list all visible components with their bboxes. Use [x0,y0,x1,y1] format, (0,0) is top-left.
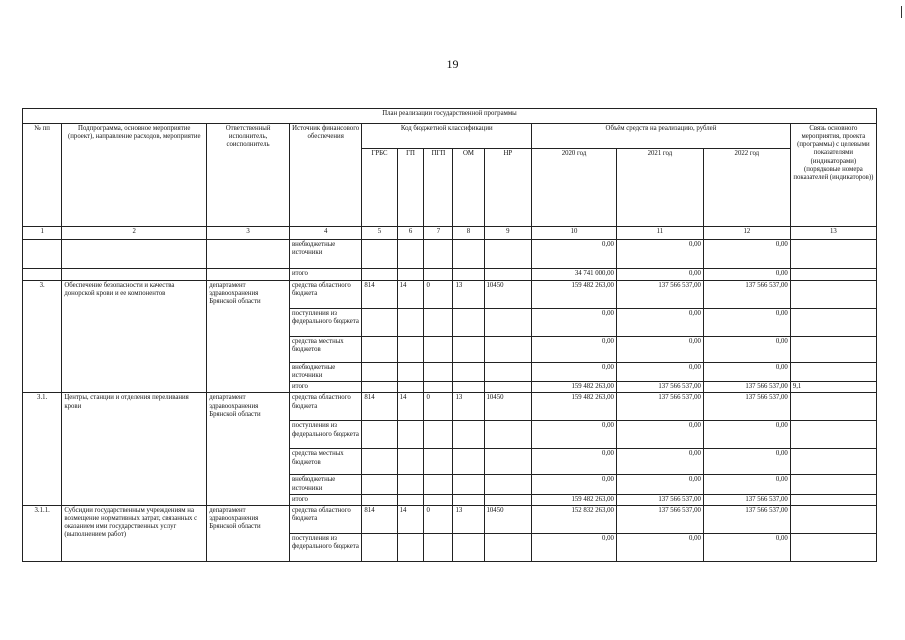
gp-cell [397,309,424,337]
value-2021: 137 566 537,00 [616,393,703,421]
value-2022: 0,00 [703,533,790,561]
value-2022: 0,00 [703,337,790,363]
nr-cell [484,475,532,494]
grbs-cell [362,494,397,505]
column-number: 11 [616,227,703,240]
pgp-cell [424,475,453,494]
source-cell: внебюджетные источники [289,240,361,269]
column-number: 9 [484,227,532,240]
indicator-link-cell [790,393,876,421]
value-2020: 0,00 [532,533,617,561]
page-number: 19 [446,57,459,71]
value-2020: 159 482 263,00 [532,281,617,309]
header-2020: 2020 год [532,149,617,227]
indicator-link-cell [790,449,876,475]
source-cell: итого [289,382,361,393]
om-cell [453,494,484,505]
source-cell: поступления из федерального бюджета [289,421,361,449]
value-2022: 0,00 [703,449,790,475]
table-row [23,505,877,533]
item-number: 3.1. [23,393,62,505]
header-budget-code: Код бюджетной классификации [362,124,532,149]
value-2020: 0,00 [532,240,617,269]
value-2020: 159 482 263,00 [532,494,617,505]
pgp-cell [424,309,453,337]
column-number: 2 [62,227,207,240]
indicator-link-cell [790,533,876,561]
header-2022: 2022 год [703,149,790,227]
value-2021: 137 566 537,00 [616,494,703,505]
nr-cell [484,337,532,363]
column-number: 4 [289,227,361,240]
column-number: 5 [362,227,397,240]
nr-cell [484,449,532,475]
value-2020: 0,00 [532,421,617,449]
grbs-cell: 814 [362,505,397,533]
om-cell: 13 [453,393,484,421]
program-plan-table [22,108,877,562]
value-2022: 137 566 537,00 [703,382,790,393]
value-2021: 0,00 [616,309,703,337]
gp-cell [397,494,424,505]
source-cell: средства местных бюджетов [289,449,361,475]
gp-cell [397,449,424,475]
header-link: Связь основного мероприятия, проекта (программы) с целевыми показателями (индикаторами) (порядковые номера показателей (индикаторов)) [790,124,876,227]
grbs-cell [362,382,397,393]
gp-cell: 14 [397,393,424,421]
gp-cell: 14 [397,505,424,533]
column-numbers-row [23,227,877,240]
value-2022: 0,00 [703,269,790,281]
indicator-link-cell [790,337,876,363]
indicator-link-cell [790,505,876,533]
source-cell: средства областного бюджета [289,281,361,309]
nr-cell [484,421,532,449]
value-2020: 159 482 263,00 [532,382,617,393]
pgp-cell [424,363,453,382]
source-cell: поступления из федерального бюджета [289,309,361,337]
column-number: 10 [532,227,617,240]
source-cell: средства областного бюджета [289,505,361,533]
indicator-link-cell [790,309,876,337]
value-2021: 0,00 [616,363,703,382]
grbs-cell [362,337,397,363]
value-2022: 0,00 [703,240,790,269]
source-cell: внебюджетные источники [289,363,361,382]
nr-cell: 10450 [484,393,532,421]
gp-cell [397,475,424,494]
value-2021: 0,00 [616,240,703,269]
table-row [23,393,877,421]
value-2020: 0,00 [532,337,617,363]
value-2020: 0,00 [532,449,617,475]
indicator-link-cell [790,494,876,505]
om-cell [453,475,484,494]
nr-cell: 10450 [484,281,532,309]
value-2020: 34 741 000,00 [532,269,617,281]
grbs-cell: 814 [362,393,397,421]
om-cell [453,382,484,393]
header-source: Источник финансового обеспечения [289,124,361,227]
value-2021: 0,00 [616,475,703,494]
pgp-cell [424,533,453,561]
gp-cell [397,533,424,561]
value-2021: 0,00 [616,421,703,449]
om-cell [453,533,484,561]
om-cell [453,449,484,475]
table-row [23,240,877,269]
value-2022: 0,00 [703,421,790,449]
pgp-cell [424,449,453,475]
item-number: 3. [23,281,62,393]
pgp-cell [424,337,453,363]
value-2022: 137 566 537,00 [703,281,790,309]
value-2020: 0,00 [532,475,617,494]
source-cell: внебюджетные источники [289,475,361,494]
header-pgp: ПГП [424,149,453,227]
source-cell: поступления из федерального бюджета [289,533,361,561]
grbs-cell [362,533,397,561]
grbs-cell [362,421,397,449]
value-2021: 137 566 537,00 [616,281,703,309]
pgp-cell: 0 [424,281,453,309]
item-executor: департамент здравоохранения Брянской области [207,393,290,505]
om-cell [453,363,484,382]
column-number: 1 [23,227,62,240]
indicator-link-cell [790,475,876,494]
value-2021: 0,00 [616,269,703,281]
value-2020: 0,00 [532,309,617,337]
nr-cell: 10450 [484,505,532,533]
table-row [23,269,877,281]
pgp-cell [424,382,453,393]
grbs-cell [362,475,397,494]
value-2022: 137 566 537,00 [703,494,790,505]
nr-cell [484,309,532,337]
column-number: 6 [397,227,424,240]
column-number: 12 [703,227,790,240]
table-title: План реализации государственной программы [23,109,877,124]
pgp-cell: 0 [424,505,453,533]
value-2021: 137 566 537,00 [616,382,703,393]
indicator-link-cell: 9,1 [790,382,876,393]
value-2020: 159 482 263,00 [532,393,617,421]
header-executor: Ответственный исполнитель, соисполнитель [207,124,290,227]
source-cell: итого [289,494,361,505]
value-2021: 0,00 [616,533,703,561]
indicator-link-cell [790,281,876,309]
header-om: ОМ [453,149,484,227]
scan-mark [901,6,902,18]
item-name: Центры, станции и отделения переливания крови [62,393,207,505]
header-amount: Объём средств на реализацию, рублей [532,124,791,149]
indicator-link-cell [790,421,876,449]
header-gp: ГП [397,149,424,227]
gp-cell: 14 [397,281,424,309]
om-cell: 13 [453,281,484,309]
value-2022: 0,00 [703,363,790,382]
value-2022: 137 566 537,00 [703,393,790,421]
item-executor: департамент здравоохранения Брянской области [207,281,290,393]
om-cell: 13 [453,505,484,533]
value-2022: 0,00 [703,475,790,494]
header-nr: НР [484,149,532,227]
om-cell [453,337,484,363]
pgp-cell [424,494,453,505]
source-cell: средства областного бюджета [289,393,361,421]
item-executor: департамент здравоохранения Брянской области [207,505,290,561]
gp-cell [397,421,424,449]
gp-cell [397,382,424,393]
value-2022: 137 566 537,00 [703,505,790,533]
item-name: Обеспечение безопасности и качества донорской крови и ее компонентов [62,281,207,393]
value-2021: 137 566 537,00 [616,505,703,533]
om-cell [453,421,484,449]
nr-cell [484,533,532,561]
pgp-cell [424,421,453,449]
nr-cell [484,363,532,382]
value-2022: 0,00 [703,309,790,337]
value-2020: 0,00 [532,363,617,382]
column-number: 3 [207,227,290,240]
table-row [23,281,877,309]
gp-cell [397,363,424,382]
item-number: 3.1.1. [23,505,62,561]
nr-cell [484,382,532,393]
header-subprogram: Подпрограмма, основное мероприятие (проект), направление расходов, мероприятие [62,124,207,227]
grbs-cell [362,363,397,382]
grbs-cell [362,309,397,337]
source-cell: итого [289,269,361,281]
om-cell [453,309,484,337]
grbs-cell: 814 [362,281,397,309]
value-2021: 0,00 [616,449,703,475]
value-2021: 0,00 [616,337,703,363]
header-grbs: ГРБС [362,149,397,227]
column-number: 7 [424,227,453,240]
grbs-cell [362,449,397,475]
column-number: 8 [453,227,484,240]
item-name: Субсидии государственным учреждениям на возмещение нормативных затрат, связанных с оказанием ими государственных услуг (выполнением работ) [62,505,207,561]
gp-cell [397,337,424,363]
indicator-link-cell [790,363,876,382]
nr-cell [484,494,532,505]
value-2020: 152 832 263,00 [532,505,617,533]
column-number: 13 [790,227,876,240]
source-cell: средства местных бюджетов [289,337,361,363]
header-num: № пп [23,124,62,227]
header-2021: 2021 год [616,149,703,227]
pgp-cell: 0 [424,393,453,421]
